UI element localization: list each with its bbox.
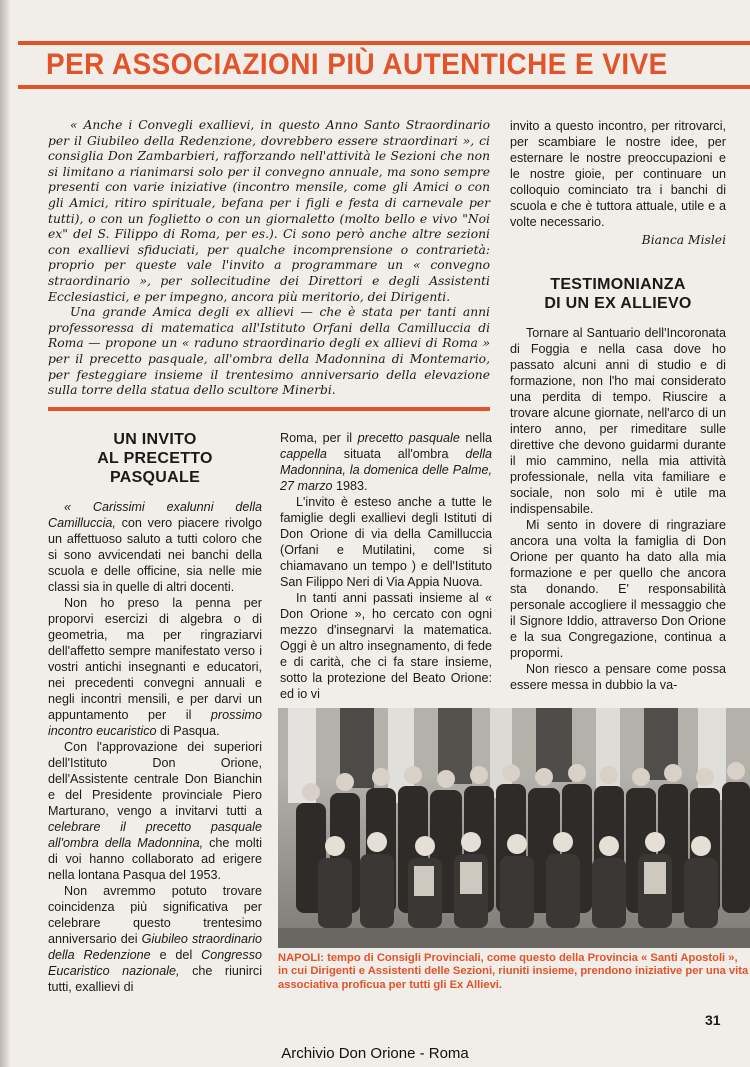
intro-paragraph: Una grande Amica degli ex allievi — che è stata per tanti anni professoressa di matematica all'Istituto Orfani della Camilluccia di Roma — propone un « raduno straordinario degli ex allievi di Roma » per il precetto pasquale, all'ombra della Madonnina di Montemario, per festeggiare insieme il trentesimo anniversario della elevazione sulla torre della statua dello scultore Minerbi. — [48, 305, 490, 398]
article-paragraph: In tanti anni passati insieme al « Don Orione », ho cercato con ogni mezzo d'insegnarvi la matematica. Oggi è un altro insegnamento, di fede e di carità, che ci fa stare insieme, sotto la protezione del Beato Orione: ed io vi — [280, 591, 492, 701]
page-number: 31 — [705, 1012, 721, 1028]
testimonianza-heading: TESTIMONIANZA DI UN EX ALLIEVO — [544, 276, 692, 312]
article-paragraph: L'invito è esteso anche a tutte le famiglie degli exallievi degli Istituti di Don Orione di via della Camilluccia (Orfani e Mutilatini, come si chiamavano un tempo ) e dell'Istituto San Filippo Neri di Via Appia Nuova. — [280, 495, 492, 589]
group-photo — [278, 708, 750, 948]
invito-column-1 — [48, 430, 262, 995]
article-paragraph: Non avremmo potuto trovare coincidenza più significativa per celebrare questo trentesimo anniversario dei Giubileo straordinario della Redenzione e del Congresso Eucaristico nazionale, che riunirci tutti, exallievi di — [48, 884, 263, 994]
article-paragraph: invito a questo incontro, per ritrovarci, per scambiare le nostre idee, per esternare le nostre preoccupazioni e le nostre gioie, per continuare un colloquio cominciato tra i banchi di scuola e che è tuttora attuale, utile e a volte necessario. — [510, 119, 726, 229]
article-paragraph: Non ho preso la penna per proporvi esercizi di algebra o di geometria, ma per ringraziarvi dell'affetto sempre manifestato verso i vostri antichi insegnanti e educatori, nei precedenti convegni annuali e negli incontri mensili, e per darvi un appuntamento per il prossimo incontro eucaristico di Pasqua. — [48, 596, 262, 738]
testimonianza-column — [510, 275, 726, 693]
article-paragraph: « Carissimi exalunni della Camilluccia, con vero piacere rivolgo un affettuoso saluto a tutti coloro che si sono avvicendati nei banchi della scuola e delle officine, sia nelle mie classi sia in quelle di altri docenti. — [48, 500, 262, 594]
section-divider — [48, 407, 490, 411]
article-paragraph: Con l'approvazione dei superiori dell'Istituto Don Orione, dell'Assistente centrale Don Bianchin e del Presidente provinciale Piero Marturano, vengo a invitarvi tutti a celebrare il precetto pasquale all'ombra della Madonnina, che molti di voi hanno collaborato ad erigere nella lontana Pasqua del 1953. — [48, 740, 262, 882]
archive-footer: Archivio Don Orione - Roma — [281, 1045, 469, 1062]
article-paragraph: Mi sento in dovere di ringraziare ancora una volta la famiglia di Don Orione per quanto ha dato alla mia formazione e per quello che ancora sta donando. E' responsabilità personale accogliere il messaggio che il Signore Iddio, attraverso Don Orione e la sua Congregazione, continua a propormi. — [510, 518, 726, 660]
intro-text — [48, 118, 490, 399]
intro-paragraph: « Anche i Convegli exallievi, in questo Anno Santo Straordinario per il Giubileo della Redenzione, dovrebbero essere straordinari », ci consiglia Don Zambarbieri, rafforzando nell'attività le Sezioni che non si limitano a rianimarsi solo per il convegno annuale, ma sono sempre presenti con varie iniziative (incontro mensile, come gli Amici o con gli Amici, ritiro spirituale, befana per i figli e festa di carnevale per tutti), o con un foglietto o con un giornaletto (molto bello e vivo "Noi ex" del S. Filippo di Roma, per es.). Ci sono però anche altre sezioni con exallievi sfiduciati, per qualche incomprensione o contrarietà: proprio per queste vale l'invito a programmare un « convegno straordinario », per sollecitudine dei Direttori e degli Assistenti Ecclesiastici, e per impegno, ancora più meritorio, dei Dirigenti. — [48, 118, 490, 304]
article-paragraph: Roma, per il precetto pasquale nella cappella situata all'ombra della Madonnina, la domenica delle Palme, 27 marzo 1983. — [280, 431, 493, 493]
page-title: PER ASSOCIAZIONI PIÙ AUTENTICHE E VIVE — [46, 48, 668, 81]
invito-heading: UN INVITO AL PRECETTO PASQUALE — [97, 431, 213, 486]
invito-column-2 — [280, 430, 492, 702]
binding-shadow — [0, 0, 10, 1067]
article-paragraph: Non riesco a pensare come possa essere messa in dubbio la va- — [510, 662, 726, 692]
group-photo-illustration — [278, 708, 750, 948]
photo-caption: NAPOLI: tempo di Consigli Provinciali, come questo della Provincia « Santi Apostoli », in cui Dirigenti e Assistenti delle Sezioni, riuniti insieme, prendono iniziative per una vita associativa proficua per tutti gli Ex Allievi. — [278, 952, 749, 991]
article-paragraph: Tornare al Santuario dell'Incoronata di Foggia e nella casa dove ho passato alcuni anni di studio e di formazione, non l'ho mai considerato una perdita di tempo. Riuscire a trovare alcune giornate, nell'arco di un intero anno, per rimeditare sulle direttive che devono guidarmi durante il mio cammino, nella mia attività professionale, nella vita familiare e sociale, non solo mi è utile ma indispensabile. — [510, 326, 726, 516]
author-signature: Bianca Mislei — [641, 233, 726, 247]
header-band — [18, 41, 750, 89]
invito-column-3 — [510, 118, 726, 248]
